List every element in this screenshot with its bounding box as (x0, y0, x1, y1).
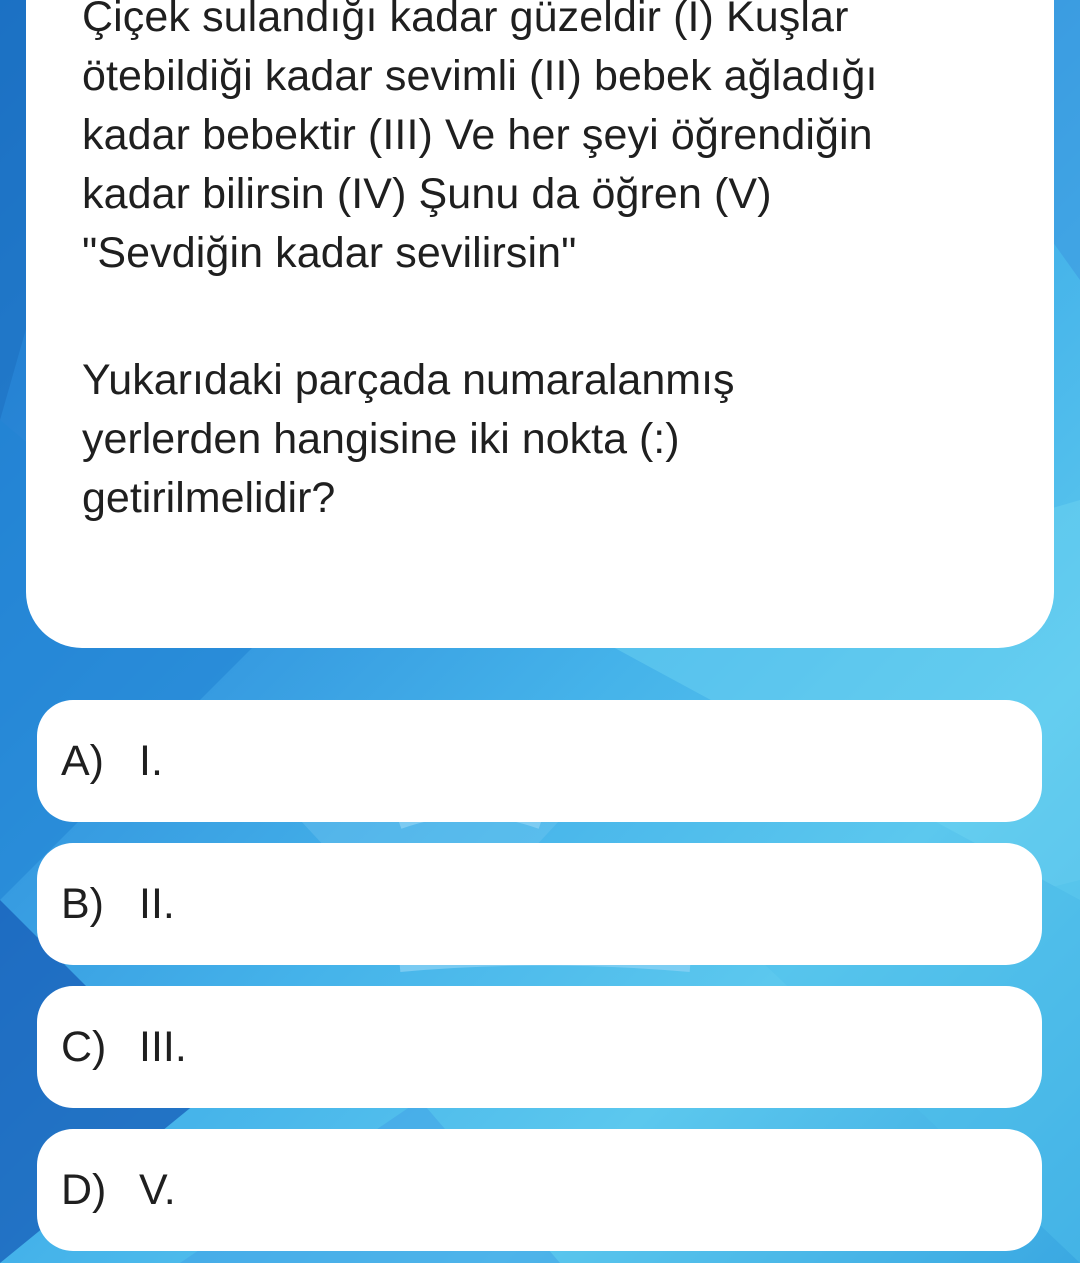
option-text: III. (139, 1022, 187, 1071)
option-letter: C) (61, 1022, 107, 1071)
option-letter: A) (61, 736, 104, 785)
question-line: kadar bebektir (III) Ve her şeyi öğrendiğin (82, 111, 873, 159)
answer-option-c[interactable] (37, 986, 1042, 1108)
answer-option-b[interactable] (37, 843, 1042, 965)
question-line: kadar bilirsin (IV) Şunu da öğren (V) (82, 170, 772, 218)
question-text (82, 0, 1042, 283)
answer-option-d[interactable] (37, 1129, 1042, 1251)
answer-option-a[interactable] (37, 700, 1042, 822)
question-line: "Sevdiğin kadar sevilirsin" (82, 229, 577, 277)
prompt-line: yerlerden hangisine iki nokta (:) (82, 415, 680, 463)
option-text: I. (139, 736, 163, 785)
option-text: V. (139, 1165, 176, 1214)
option-text: II. (139, 879, 175, 928)
prompt-line: getirilmelidir? (82, 474, 336, 522)
prompt-line: Yukarıdaki parçada numaralanmış (82, 356, 735, 404)
question-line: ötebildiği kadar sevimli (II) bebek ağladığı (82, 52, 878, 100)
option-letter: D) (61, 1165, 107, 1214)
question-prompt (82, 351, 1042, 528)
question-card (26, 0, 1054, 648)
option-letter: B) (61, 879, 104, 928)
question-line: Çiçek sulandığı kadar güzeldir (I) Kuşlar (82, 0, 849, 41)
